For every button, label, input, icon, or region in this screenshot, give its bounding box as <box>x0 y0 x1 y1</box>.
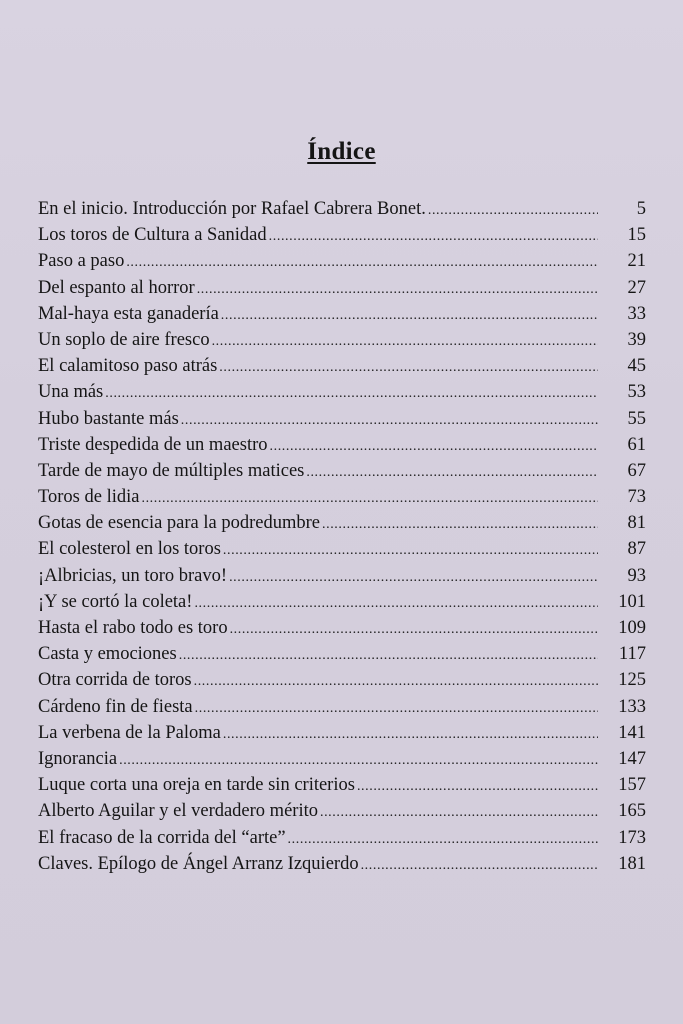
toc-leader-dots <box>288 827 598 853</box>
toc-entry <box>38 510 646 536</box>
toc-entry-page-number: 87 <box>627 539 646 560</box>
toc-entry <box>38 563 646 589</box>
toc-entry-page-number: 157 <box>618 775 646 796</box>
toc-entry-page-number: 53 <box>627 382 646 403</box>
toc-entry-page-number: 33 <box>627 303 646 324</box>
toc-entry-title: Tarde de mayo de múltiples matices <box>38 460 305 481</box>
toc-entry <box>38 406 646 432</box>
toc-leader-dots <box>194 591 598 617</box>
toc-entry-page-number: 27 <box>627 277 646 298</box>
toc-leader-dots <box>221 303 598 329</box>
toc-leader-dots <box>229 565 598 591</box>
toc-entry-title: Hubo bastante más <box>38 408 179 429</box>
toc-entry <box>38 798 646 824</box>
toc-entry <box>38 667 646 693</box>
toc-leader-dots <box>320 800 598 826</box>
toc-entry-title: Claves. Epílogo de Ángel Arranz Izquierdo <box>38 853 359 874</box>
toc-entry-title: Paso a paso <box>38 251 125 272</box>
toc-entry-page-number: 117 <box>618 644 646 665</box>
toc-leader-dots <box>212 329 598 355</box>
toc-entry <box>38 379 646 405</box>
table-of-contents <box>38 196 646 877</box>
toc-entry-page-number: 21 <box>627 251 646 272</box>
toc-entry-title: Del espanto al horror <box>38 277 195 298</box>
toc-leader-dots <box>195 696 598 722</box>
toc-entry-title: Un soplo de aire fresco <box>38 329 210 350</box>
toc-entry <box>38 484 646 510</box>
toc-entry-title: Cárdeno fin de fiesta <box>38 696 193 717</box>
toc-entry-title: El fracaso de la corrida del “arte” <box>38 827 286 848</box>
toc-entry-title: ¡Y se cortó la coleta! <box>38 591 193 612</box>
toc-entry <box>38 615 646 641</box>
toc-entry <box>38 746 646 772</box>
toc-leader-dots <box>357 774 598 800</box>
toc-leader-dots <box>306 460 598 486</box>
toc-entry-page-number: 133 <box>618 696 646 717</box>
toc-entry <box>38 641 646 667</box>
toc-entry-title: Una más <box>38 382 104 403</box>
toc-leader-dots <box>181 408 598 434</box>
toc-leader-dots <box>197 277 598 303</box>
toc-leader-dots <box>141 486 598 512</box>
toc-entry-title: El colesterol en los toros <box>38 539 221 560</box>
toc-entry <box>38 589 646 615</box>
toc-leader-dots <box>428 198 598 224</box>
toc-entry-page-number: 67 <box>627 460 646 481</box>
toc-entry-page-number: 181 <box>618 853 646 874</box>
toc-entry <box>38 248 646 274</box>
toc-entry-page-number: 173 <box>618 827 646 848</box>
toc-entry-page-number: 61 <box>627 434 646 455</box>
toc-entry-page-number: 55 <box>627 408 646 429</box>
toc-entry-page-number: 39 <box>627 329 646 350</box>
toc-entry-title: Casta y emociones <box>38 644 177 665</box>
toc-entry <box>38 196 646 222</box>
page-title: Índice <box>307 138 376 165</box>
toc-leader-dots <box>223 722 598 748</box>
toc-entry-title: En el inicio. Introducción por Rafael Cabrera Bonet. <box>38 199 426 219</box>
toc-leader-dots <box>119 748 598 774</box>
toc-leader-dots <box>179 643 598 669</box>
toc-leader-dots <box>322 512 598 538</box>
toc-entry-title: Otra corrida de toros <box>38 670 192 691</box>
toc-entry <box>38 851 646 877</box>
toc-leader-dots <box>270 434 599 460</box>
toc-entry-title: Gotas de esencia para la podredumbre <box>38 513 320 534</box>
toc-entry-page-number: 125 <box>618 670 646 691</box>
toc-entry-page-number: 93 <box>627 565 646 586</box>
toc-entry-title: El calamitoso paso atrás <box>38 356 218 377</box>
toc-entry <box>38 222 646 248</box>
toc-entry-title: Hasta el rabo todo es toro <box>38 618 228 638</box>
toc-entry-page-number: 15 <box>627 225 646 246</box>
toc-leader-dots <box>219 355 598 381</box>
toc-entry-title: Toros de lidia <box>38 487 140 508</box>
toc-entry-page-number: 81 <box>627 513 646 534</box>
toc-entry-title: Los toros de Cultura a Sanidad <box>38 225 267 246</box>
toc-entry <box>38 275 646 301</box>
toc-entry <box>38 825 646 851</box>
toc-entry-title: Triste despedida de un maestro <box>38 434 268 455</box>
toc-entry-page-number: 73 <box>627 487 646 508</box>
toc-entry <box>38 301 646 327</box>
toc-entry-page-number: 45 <box>627 356 646 377</box>
toc-entry-title: ¡Albricias, un toro bravo! <box>38 565 228 586</box>
toc-entry-title: Alberto Aguilar y el verdadero mérito <box>38 801 318 822</box>
toc-entry <box>38 694 646 720</box>
toc-entry <box>38 536 646 562</box>
toc-entry-page-number: 101 <box>618 591 646 612</box>
toc-leader-dots <box>223 538 598 564</box>
toc-leader-dots <box>230 617 598 643</box>
toc-entry <box>38 353 646 379</box>
toc-entry-title: Mal-haya esta ganadería <box>38 303 219 324</box>
toc-entry <box>38 327 646 353</box>
toc-leader-dots <box>194 669 598 695</box>
toc-entry <box>38 458 646 484</box>
toc-entry-page-number: 147 <box>618 748 646 769</box>
toc-leader-dots <box>269 224 598 250</box>
toc-entry <box>38 720 646 746</box>
toc-entry-page-number: 109 <box>618 618 646 638</box>
toc-entry-title: Luque corta una oreja en tarde sin criterios <box>38 775 355 796</box>
toc-entry-page-number: 165 <box>618 801 646 822</box>
toc-leader-dots <box>126 250 598 276</box>
toc-entry-page-number: 5 <box>636 199 646 219</box>
toc-leader-dots <box>105 381 598 407</box>
toc-entry-title: La verbena de la Paloma <box>38 722 221 743</box>
toc-entry-page-number: 141 <box>618 722 646 743</box>
toc-entry <box>38 432 646 458</box>
toc-entry-title: Ignorancia <box>38 748 118 769</box>
toc-entry <box>38 772 646 798</box>
toc-leader-dots <box>361 853 598 879</box>
